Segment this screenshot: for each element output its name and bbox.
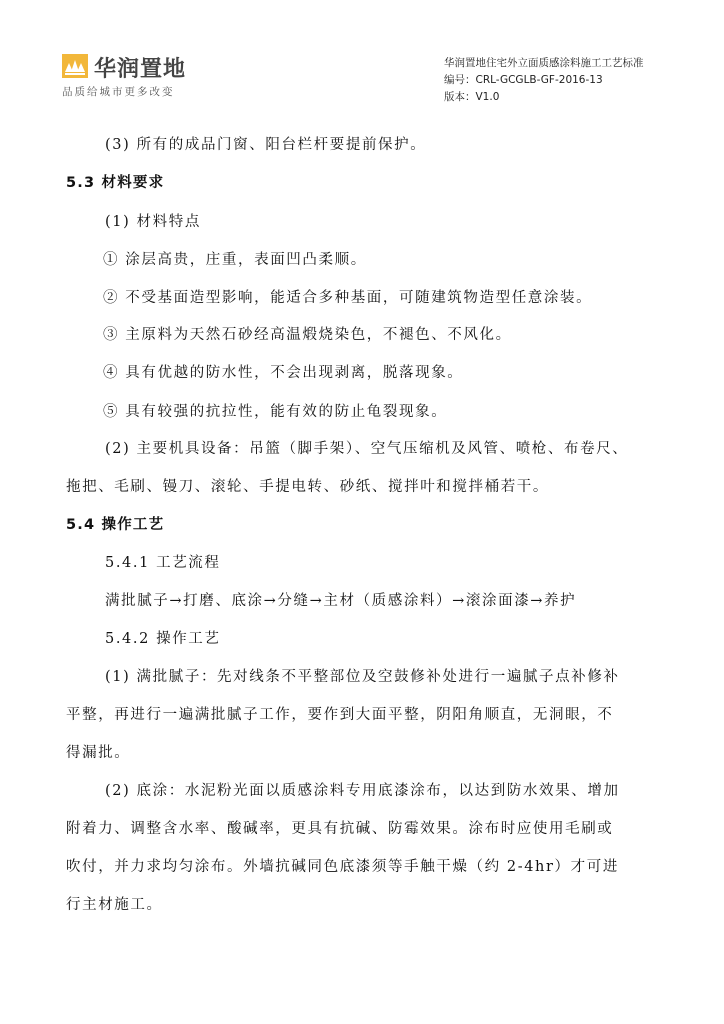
logo-name: 华润置地	[94, 57, 187, 82]
paragraph-line: 满批腻子→打磨、底涂→分缝→主材（质感涂料）→滚涂面漆→养护	[105, 593, 577, 609]
doc-title: 华润置地住宅外立面质感涂料施工工艺标准	[444, 57, 644, 69]
paragraph-line: 附着力、调整含水率、酸碱率，更具有抗碱、防霉效果。涂布时应使用毛刷或	[66, 821, 614, 837]
section-heading: 5.3 材料要求	[66, 175, 165, 191]
paragraph-line: (1) 材料特点	[105, 214, 201, 230]
list-item: ③ 主原料为天然石砂经高温煅烧染色，不褪色、不风化。	[103, 327, 512, 343]
paragraph-line: 得漏批。	[66, 745, 131, 761]
subsection-heading: 5.4.1 工艺流程	[105, 555, 221, 571]
paragraph-line: 行主材施工。	[66, 897, 163, 913]
company-logo	[62, 52, 212, 102]
document-header-info	[444, 55, 644, 106]
list-item: ② 不受基面造型影响，能适合多种基面，可随建筑物造型任意涂装。	[103, 290, 593, 306]
list-item: ① 涂层高贵，庄重，表面凹凸柔顺。	[103, 252, 367, 268]
doc-number: 编号：CRL-GCGLB-GF-2016-13	[444, 74, 603, 86]
subsection-heading: 5.4.2 操作工艺	[105, 631, 221, 647]
paragraph-line: (2) 底涂：水泥粉光面以质感涂料专用底漆涂布，以达到防水效果、增加	[105, 783, 620, 799]
logo-mark-icon	[62, 54, 88, 78]
logo-slogan: 品质给城市更多改变	[62, 86, 175, 98]
list-item: ⑤ 具有较强的抗拉性，能有效的防止龟裂现象。	[103, 404, 448, 420]
section-heading: 5.4 操作工艺	[66, 517, 165, 533]
paragraph-line: 平整，再进行一遍满批腻子工作，要作到大面平整，阴阳角顺直，无洞眼，不	[66, 707, 614, 723]
list-item: ④ 具有优越的防水性，不会出现剥离，脱落现象。	[103, 365, 464, 381]
doc-version: 版本：V1.0	[444, 91, 500, 103]
paragraph-line: 拖把、毛刷、镘刀、滚轮、手提电转、砂纸、搅拌叶和搅拌桶若干。	[66, 479, 549, 495]
paragraph-line: (3) 所有的成品门窗、阳台栏杆要提前保护。	[105, 137, 427, 153]
paragraph-line: (2) 主要机具设备：吊篮（脚手架）、空气压缩机及风管、喷枪、布卷尺、	[105, 441, 629, 457]
paragraph-line: (1) 满批腻子：先对线条不平整部位及空鼓修补处进行一遍腻子点补修补	[105, 669, 620, 685]
paragraph-line: 吹付，并力求均匀涂布。外墙抗碱同色底漆须等手触干燥（约 2-4hr）才可进	[66, 859, 619, 875]
